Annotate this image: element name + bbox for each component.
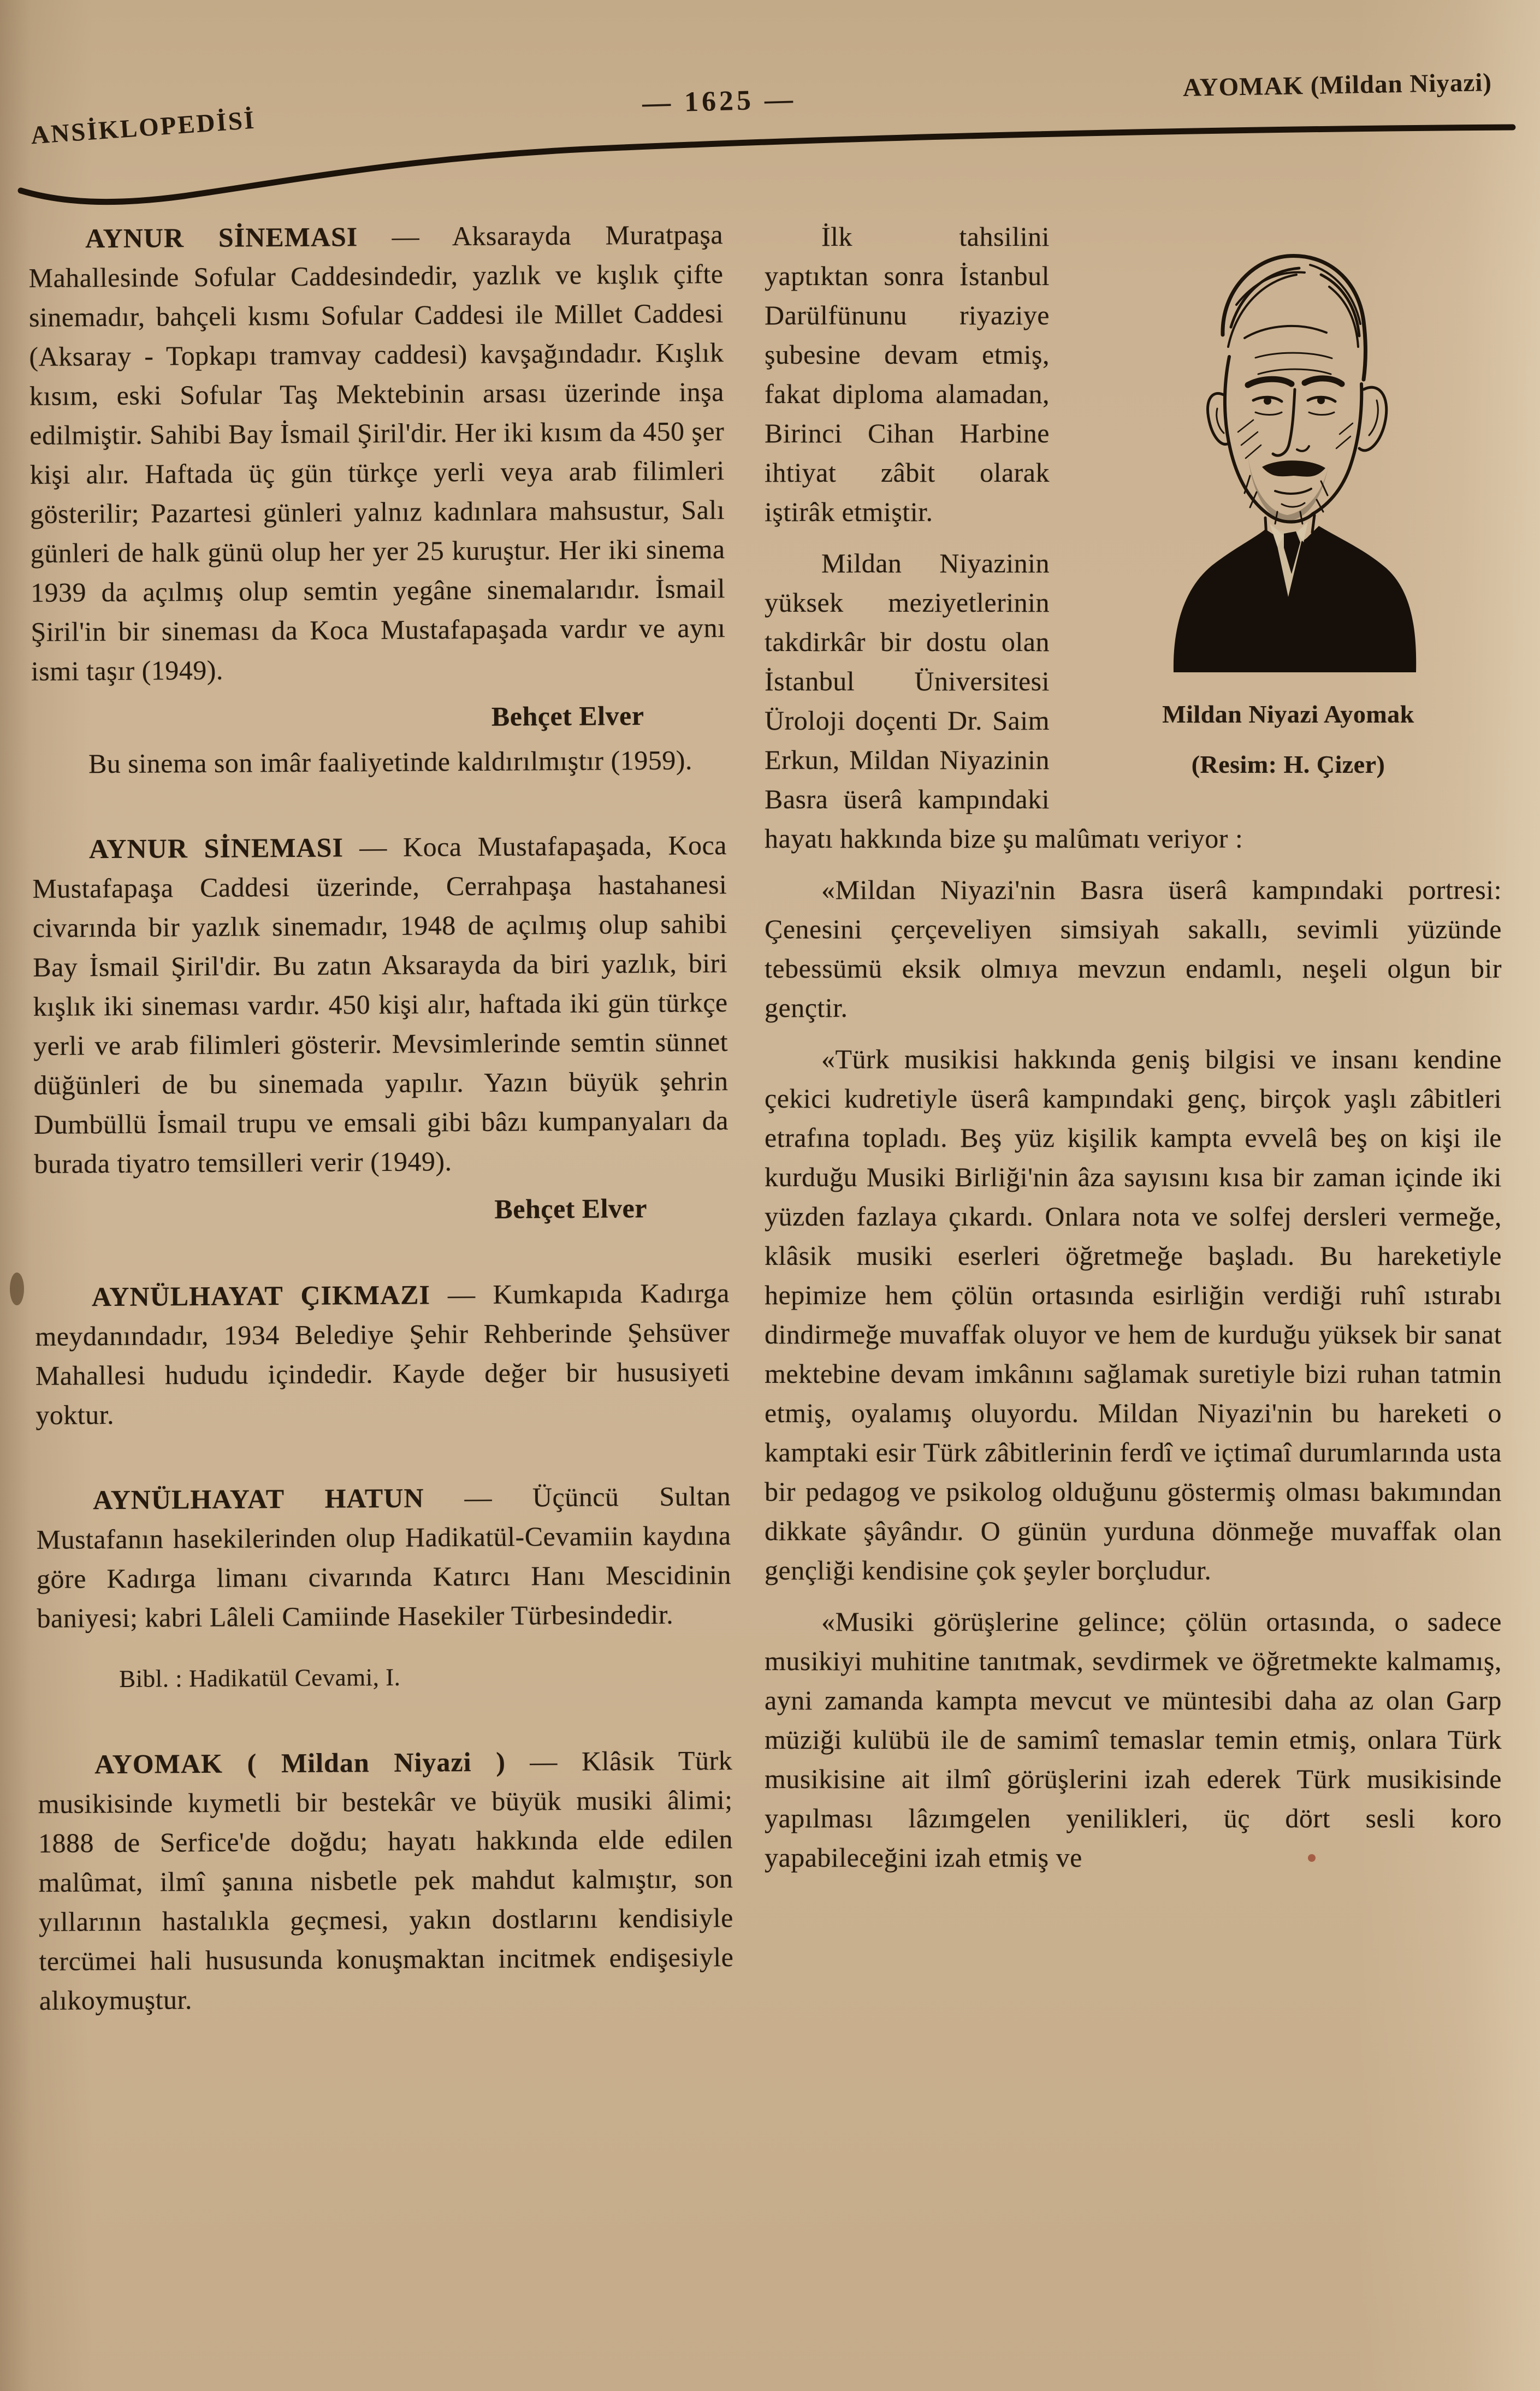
article-aynur-sinemasi-1 <box>28 215 726 691</box>
article-heading: AYNÜLHAYAT HATUN <box>93 1482 424 1516</box>
bibliography: Bibl. : Hadikatül Cevami, I. <box>119 1663 401 1692</box>
article-text: — Klâsik Türk musikisinde kıymetli bir bestekâr ve büyük musiki âlimi; 1888 de Serfice'de doğdu; hayatı hakkında elde edilen malûmat, ilmî şanına nisbetle pek mahdut kalmıştır, son yıllarının hastalıkla geçmesi, yakın dostlarını kendisiyle tercümei hali hususunda konuşmaktan incitmek endişesiyle alıkoymuştur. <box>38 1745 734 2016</box>
portrait-caption-name: Mildan Niyazi Ayomak <box>1162 700 1414 728</box>
article-heading: AYNUR SİNEMASI <box>85 221 358 254</box>
article-text: — Kumkapıda Kadırga meydanındadır, 1934 Belediye Şehir Rehberinde Şehsüver Mahallesi hududu içindedir. Kayde değer bir hususiyeti yoktur. <box>35 1277 730 1430</box>
article-text: — Aksarayda Muratpaşa Mahallesinde Sofular Caddesindedir, yazlık ve kışlık çifte sinemadır, bahçeli kısmı Sofular Caddesi ile Millet Caddesi (Aksaray - Topkapı tramvay caddesi) kavşağındadır. Kışlık kısım, eski Sofular Taş Mektebinin arsası üzerinde inşa edilmiştir. Sahibi Bay İsmail Şiril'dir. Her iki kısım da 450 şer kişi alır. Haftada üç gün türkçe yerli veya arab filimleri gösterilir; Pazartesi günleri yalnız kadınlara mahsustur, Salı günleri de halk günü olup her yer 25 kuruştur. Her iki sinema 1939 da açılmış olup semtin yegâne sinemalarıdır. İsmail Şiril'in bir sineması da Koca Mustafapaşada vardır ve aynı ismi taşır (1949). <box>28 219 726 686</box>
paragraph-music-union: «Türk musikisi hakkında geniş bilgisi ve insanı kendine çekici kudretiyle üserâ kampındaki genç, birçok yaşlı zâbitleri etrafına topladı. Beş yüz kişilik kampta evvelâ beş on kişi ile kurduğu Musiki Birliği'nin âza sayısını kısa bir zaman içinde iki yüzden fazlaya çıkardı. Onlara nota ve solfej dersleri vermeğe, klâsik musiki eserleri öğretmeğe başladı. Bu hareketiyle hepimize hem çölün ortasında esirliğin verdiği ruhî ıstırabı dindirmeğe muvaffak oluyor ve hem de kurduğu yüksek bir sanat mektebine devam imkânını sağlamak suretiyle bizi ruhan tatmin etmiş, oyalamış oluyordu. Mildan Niyazi'nin bu hareketi o kamptaki esir Türk zâbitlerinin ferdî ve içtimaî durumlarında usta bir pedagog ve psikolog olduğunu göstermiş olması bakımından dikkate şâyândır. O günün yurduna dönmeğe muvaffak olan gençliği kendisine çok şeyler borçludur. <box>765 1044 1502 1585</box>
page-header <box>0 0 1540 150</box>
right-column <box>765 217 1502 2030</box>
portrait-illustration <box>1141 220 1436 673</box>
article-aynulhayat-cikmazi <box>35 1273 731 1435</box>
article-heading: AYOMAK ( Mildan Niyazi ) <box>94 1746 506 1780</box>
header-right-title: AYOMAK (Mildan Niyazi) <box>1182 68 1492 102</box>
portrait-figure <box>1075 220 1502 777</box>
portrait-caption <box>1075 702 1502 777</box>
paragraph-saim-erkun: Mildan Niyazinin yüksek meziyetlerinin takdirkâr bir dostu olan İstanbul Üniversitesi Üroloji doçenti Dr. Saim Erkun, Mildan Niyazinin Basra üserâ kampındaki hayatı hakkında bize şu malûmatı veriyor : <box>765 548 1243 854</box>
left-column <box>28 215 734 2032</box>
paragraph-education: İlk tahsilini yaptıktan sonra İstanbul Darülfünunu riyaziye şubesine devam etmiş, fakat diploma alamadan, Birinci Cihan Harbine ihtiyat zâbit olarak iştirâk etmiştir. <box>765 221 1050 527</box>
header-page-number: — 1625 — <box>642 84 797 119</box>
article-heading: AYNUR SİNEMASI <box>88 832 344 865</box>
signature: Behçet Elver <box>494 1193 648 1224</box>
article-aynulhayat-hatun <box>36 1476 732 1638</box>
article-aynur-sinemasi-2 <box>32 825 729 1183</box>
portrait-caption-credit: (Resim: H. Çizer) <box>1191 750 1385 778</box>
article-note: Bu sinema son imâr faaliyetinde kaldırılmıştır (1959). <box>88 744 693 779</box>
article-ayomak <box>38 1741 734 2020</box>
paragraph-music-views: «Musiki görüşlerine gelince; çölün ortasında, o sadece musikiyi muhitine tanıtmak, sevdirmek ve öğretmekte kalmamış, ayni zamanda kampta mevcut ve müntesibi daha az olan Garp müziği kulübü ile de samimî temaslar temin etmiş, onlara Türk musikisine ait ilmî görüşlerini izah ederek Türk musikisinde yapılması lâzımgelen yenilikleri, üç dört sesli koro yapabileceğini izah etmiş ve <box>765 1606 1502 1873</box>
scan-speck <box>10 1273 24 1305</box>
signature: Behçet Elver <box>491 700 644 732</box>
page-body <box>0 208 1540 2030</box>
article-heading: AYNÜLHAYAT ÇIKMAZI <box>91 1279 431 1312</box>
article-text: — Üçüncü Sultan Mustafanın hasekilerinden olup Hadikatül-Cevamiin kaydına göre Kadırga limanı civarında Katırcı Hanı Mescidinin baniyesi; kabri Lâleli Camiinde Hasekiler Türbesindedir. <box>36 1481 732 1634</box>
header-left-title: ANSİKLOPEDİSİ <box>29 105 257 150</box>
scan-speck <box>1308 1854 1316 1862</box>
article-text: — Koca Mustafapaşada, Koca Mustafapaşa Caddesi üzerinde, Cerrahpaşa hastahanesi civarında bir yazlık sinemadır, 1948 de açılmış olup sahibi Bay İsmail Şiril'dir. Bu zatın Aksarayda da biri yazlık, biri kışlık iki sineması vardır. 450 kişi alır, haftada iki gün türkçe yerli ve arab filimleri gösterir. Mevsimlerinde semtin sünnet düğünleri de bu sinemada yapılır. Yazın büyük şehrin Dumbüllü İsmail trupu ve emsali gibi bâzı kumpanyaları da burada tiyatro temsilleri verir (1949). <box>32 830 729 1179</box>
paragraph-portrait-quote: «Mildan Niyazi'nin Basra üserâ kampındaki portresi: Çenesini çerçeveliyen simsiyah sakallı, sevimli yüzünde tebessümü eksik olmıya mevzun endamlı, neşeli olgun bir gençtir. <box>765 874 1502 1023</box>
